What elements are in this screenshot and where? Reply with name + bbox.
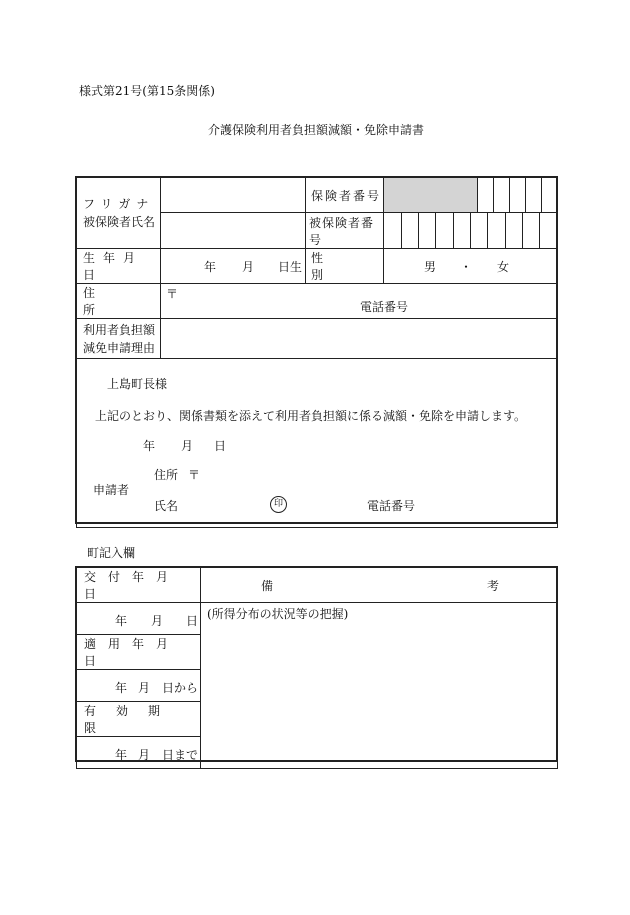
applicant-postal-mark: 〒 bbox=[188, 468, 201, 482]
gender-label: 性別 bbox=[311, 251, 367, 282]
gender-male[interactable]: 男 bbox=[424, 260, 437, 274]
insured-number-digit-10[interactable] bbox=[540, 213, 557, 248]
validity-date-field[interactable] bbox=[77, 737, 201, 769]
apply-date-field[interactable] bbox=[77, 670, 201, 702]
insured-number-digit-7[interactable] bbox=[488, 213, 505, 248]
issue-date-label-cell bbox=[77, 568, 201, 603]
validity-day-until-label: 日まで bbox=[162, 748, 199, 762]
insured-number-label-cell bbox=[306, 213, 384, 249]
insured-name-label-cell bbox=[77, 178, 161, 249]
issue-year-label: 年 bbox=[115, 614, 128, 628]
insurer-number-digit-1[interactable] bbox=[384, 178, 478, 213]
address-phone-label: 電話番号 bbox=[360, 300, 409, 314]
birthdate-label-cell bbox=[77, 249, 161, 284]
insured-number-digit-5[interactable] bbox=[453, 213, 470, 248]
issue-date-field[interactable] bbox=[77, 603, 201, 635]
insured-number-digit-6[interactable] bbox=[470, 213, 487, 248]
address-label-cell bbox=[77, 284, 161, 319]
insured-name-label: 被保険者氏名 bbox=[83, 215, 156, 229]
validity-year-label: 年 bbox=[115, 748, 128, 762]
address-label: 住所 bbox=[83, 286, 144, 317]
issue-month-label: 月 bbox=[151, 614, 164, 628]
reason-label-line-1: 利用者負担額 bbox=[83, 322, 156, 337]
issue-date-label: 交付年月日 bbox=[84, 570, 181, 601]
insurer-number-digit-2[interactable] bbox=[478, 178, 494, 213]
gender-label-cell bbox=[306, 249, 384, 284]
birth-day-label: 日生 bbox=[278, 260, 303, 274]
validity-label: 有効期限 bbox=[84, 704, 181, 735]
remarks-label-1: 備 bbox=[261, 579, 274, 593]
application-box bbox=[77, 359, 558, 528]
insured-number-digit-3[interactable] bbox=[419, 213, 436, 248]
insured-number-grid bbox=[384, 213, 557, 248]
birthdate-field[interactable] bbox=[161, 249, 306, 284]
insured-number-digit-9[interactable] bbox=[522, 213, 539, 248]
postal-mark: 〒 bbox=[166, 287, 179, 301]
insured-number-boxes[interactable] bbox=[384, 213, 558, 249]
gender-dot: ・ bbox=[460, 260, 473, 274]
issue-day-label: 日 bbox=[186, 614, 199, 628]
form-title: 介護保険利用者負担額減額・免除申請書 bbox=[208, 123, 425, 137]
insured-number-label: 被保険者番号 bbox=[309, 215, 375, 247]
gender-field[interactable] bbox=[384, 249, 558, 284]
application-year-label: 年 bbox=[143, 439, 156, 453]
applicant-address-label: 住所 bbox=[154, 468, 179, 482]
insured-name-field[interactable] bbox=[161, 213, 306, 249]
furigana-field[interactable] bbox=[161, 178, 306, 213]
validity-month-label: 月 bbox=[138, 748, 151, 762]
seal-mark: 印 bbox=[270, 496, 287, 513]
reason-label-line-2: 減免申請理由 bbox=[83, 340, 156, 355]
insurer-number-digit-4[interactable] bbox=[510, 178, 526, 213]
reason-label-cell bbox=[77, 319, 161, 359]
insured-number-digit-8[interactable] bbox=[505, 213, 522, 248]
applicant-label: 申請者 bbox=[93, 483, 130, 497]
insured-number-digit-2[interactable] bbox=[401, 213, 418, 248]
apply-month-label: 月 bbox=[138, 681, 151, 695]
insurer-number-digit-5[interactable] bbox=[526, 178, 542, 213]
birth-year-label: 年 bbox=[204, 260, 217, 274]
insurer-number-digit-3[interactable] bbox=[494, 178, 510, 213]
apply-day-from-label: 日から bbox=[162, 681, 199, 695]
reason-field[interactable] bbox=[161, 319, 558, 359]
insured-number-digit-4[interactable] bbox=[436, 213, 453, 248]
office-section-heading: 町記入欄 bbox=[87, 546, 136, 560]
office-table bbox=[76, 567, 558, 769]
application-day-label: 日 bbox=[214, 439, 227, 453]
birthdate-label: 生年月日 bbox=[83, 251, 144, 282]
application-month-label: 月 bbox=[181, 439, 194, 453]
birth-month-label: 月 bbox=[242, 260, 255, 274]
addressee: 上島町長様 bbox=[107, 377, 168, 391]
apply-date-label-cell bbox=[77, 635, 201, 670]
apply-date-label: 適用年月日 bbox=[84, 637, 181, 668]
applicant-table bbox=[76, 177, 558, 528]
remarks-label-2: 考 bbox=[487, 579, 500, 593]
address-field[interactable] bbox=[161, 284, 558, 319]
form-number: 様式第21号(第15条関係) bbox=[79, 84, 215, 98]
insurer-number-label: 保険者番号 bbox=[311, 188, 382, 203]
applicant-phone-label: 電話番号 bbox=[367, 499, 416, 513]
gender-female[interactable]: 女 bbox=[497, 260, 510, 274]
application-statement: 上記のとおり、関係書類を添えて利用者負担額に係る減額・免除を申請します。 bbox=[95, 409, 527, 423]
insurer-number-digit-6[interactable] bbox=[542, 178, 558, 213]
remarks-field[interactable] bbox=[201, 603, 558, 769]
furigana-label: フリガナ bbox=[83, 197, 155, 211]
insured-number-digit-1[interactable] bbox=[384, 213, 401, 248]
remarks-header bbox=[201, 568, 558, 603]
remarks-note: (所得分布の状況等の把握) bbox=[207, 607, 349, 621]
validity-label-cell bbox=[77, 702, 201, 737]
apply-year-label: 年 bbox=[115, 681, 128, 695]
applicant-name-label: 氏名 bbox=[154, 499, 179, 513]
insurer-number-label-cell bbox=[306, 178, 384, 213]
